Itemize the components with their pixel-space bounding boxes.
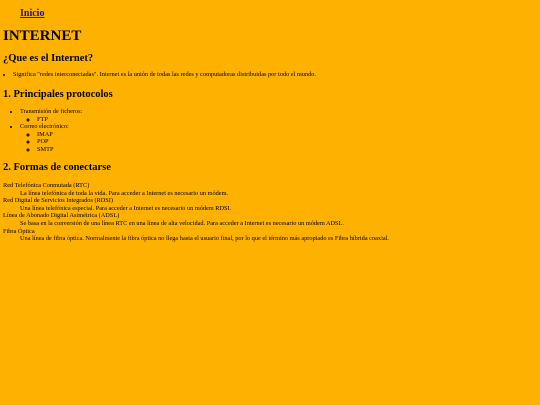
- list-item: [20, 123, 82, 153]
- section-heading-connect: 2. Formas de conectarse: [3, 162, 111, 173]
- what-list: [3, 71, 316, 79]
- connection-term: Red Telefónica Conmutada (RTC): [3, 182, 90, 189]
- list-item: [20, 108, 82, 123]
- protocol-item: ◦ SMTP: [37, 146, 82, 154]
- connection-types-list: [3, 182, 523, 243]
- connection-description: Una línea de fibra óptica. Normalmente la fibra óptica no llega hasta el usuario final, por lo que el término más apropiado es Fibra híbrida coaxial.: [20, 235, 389, 243]
- connection-term: Línea de Abonado Digital Asimétrica (ADSL): [3, 212, 120, 220]
- protocols-list: [10, 108, 82, 154]
- section-heading-what: ¿Que es el Internet?: [3, 53, 94, 64]
- connection-description: Se basa en la conversión de una línea RTC en una línea de alta velocidad. Para acceder a Internet es necesario un módem ADSL.: [20, 219, 344, 227]
- protocol-item: ◦ POP: [37, 138, 82, 146]
- protocol-sublist: [20, 116, 82, 124]
- list-item: • Significa "redes interconectadas". Internet es la unión de todas las redes y computadoras distribuidas por todo el mundo.: [13, 71, 316, 79]
- home-link[interactable]: Inicio: [20, 8, 45, 19]
- connection-term: Fibra Óptica: [3, 227, 35, 235]
- page-title: INTERNET: [3, 28, 82, 44]
- protocol-category-label: Correo electrónico:: [20, 123, 69, 131]
- protocol-item: ◦ IMAP: [37, 131, 82, 139]
- connection-description: Una línea telefónica especial. Para acceder a Internet es necesario un módem RDSI.: [20, 204, 232, 212]
- protocol-category-label: Transmisión de ficheros:: [20, 108, 83, 115]
- protocol-sublist: [20, 131, 82, 154]
- connection-description: La línea telefónica de toda la vida. Para acceder a Internet es necesario un módem.: [20, 189, 229, 197]
- section-heading-protocols: 1. Principales protocolos: [3, 89, 113, 100]
- protocol-item: ◦ FTP: [37, 116, 82, 124]
- connection-term: Red Digital de Servicios Integrados (RDSI): [3, 197, 113, 205]
